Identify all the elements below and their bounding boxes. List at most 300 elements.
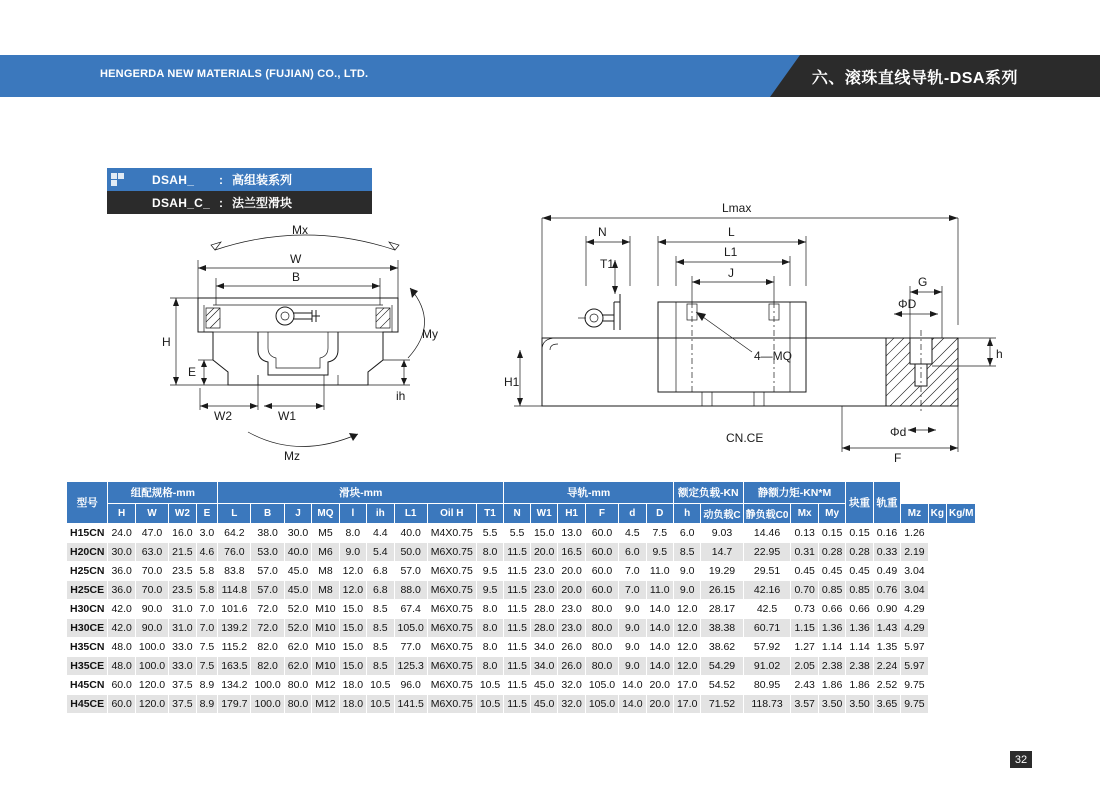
- cell-model: H45CE: [67, 695, 108, 714]
- table-cell: 7.0: [196, 619, 218, 638]
- table-row: [67, 562, 976, 581]
- table-cell: 23.0: [558, 619, 585, 638]
- table-cell: 53.0: [251, 543, 284, 562]
- table-cell: 2.05: [791, 657, 818, 676]
- th-N: N: [504, 504, 531, 524]
- table-cell: 15.0: [339, 619, 366, 638]
- th-group-block: 滑块-mm: [218, 482, 504, 504]
- table-cell: 10.5: [476, 676, 503, 695]
- table-cell: 0.76: [873, 581, 900, 600]
- table-cell: M6X0.75: [427, 581, 476, 600]
- table-cell: 31.0: [169, 619, 196, 638]
- table-cell: 26.0: [558, 657, 585, 676]
- svg-text:W: W: [290, 252, 302, 266]
- svg-text:ih: ih: [396, 389, 406, 403]
- table-cell: 20.0: [558, 581, 585, 600]
- table-cell: 8.5: [673, 543, 700, 562]
- table-cell: 80.95: [743, 676, 791, 695]
- table-cell: 12.0: [673, 600, 700, 619]
- table-cell: 71.52: [701, 695, 743, 714]
- legend: [107, 168, 372, 214]
- table-cell: 60.71: [743, 619, 791, 638]
- table-cell: 57.0: [394, 562, 427, 581]
- table-cell: 8.0: [476, 638, 503, 657]
- table-cell: 5.5: [476, 524, 503, 543]
- table-cell: 90.0: [135, 619, 168, 638]
- table-cell: 0.45: [846, 562, 873, 581]
- th-W1: W1: [530, 504, 557, 524]
- table-cell: 45.0: [284, 581, 311, 600]
- table-cell: M6X0.75: [427, 676, 476, 695]
- th-MQ: MQ: [312, 504, 339, 524]
- table-cell: 10.5: [476, 695, 503, 714]
- table-cell: 11.5: [504, 600, 531, 619]
- table-cell: M6: [312, 543, 339, 562]
- table-cell: 14.0: [619, 695, 646, 714]
- table-cell: 9.0: [339, 543, 366, 562]
- table-cell: 14.46: [743, 524, 791, 543]
- table-cell: 29.51: [743, 562, 791, 581]
- table-cell: 1.14: [846, 638, 873, 657]
- table-cell: 7.5: [646, 524, 673, 543]
- th-l: l: [339, 504, 366, 524]
- table-cell: 32.0: [558, 676, 585, 695]
- table-cell: 134.2: [218, 676, 251, 695]
- table-cell: 1.36: [818, 619, 845, 638]
- table-cell: 15.0: [530, 524, 557, 543]
- table-cell: 80.0: [585, 600, 618, 619]
- cell-model: H15CN: [67, 524, 108, 543]
- table-group-header-row: [67, 482, 976, 504]
- svg-text:F: F: [894, 451, 902, 465]
- table-cell: M4X0.75: [427, 524, 476, 543]
- th-d: d: [619, 504, 646, 524]
- table-cell: 9.0: [619, 600, 646, 619]
- table-cell: 100.0: [135, 638, 168, 657]
- table-cell: 33.0: [169, 638, 196, 657]
- table-cell: 1.15: [791, 619, 818, 638]
- table-row: [67, 619, 976, 638]
- table-cell: 23.5: [169, 562, 196, 581]
- table-row: [67, 638, 976, 657]
- table-cell: 9.0: [619, 638, 646, 657]
- table-cell: 28.0: [530, 619, 557, 638]
- cell-model: H35CE: [67, 657, 108, 676]
- table-row: [67, 600, 976, 619]
- table-cell: 28.0: [530, 600, 557, 619]
- legend-desc-0: 高组装系列: [232, 173, 293, 187]
- table-cell: 5.97: [901, 638, 928, 657]
- table-cell: M6X0.75: [427, 638, 476, 657]
- table-cell: 0.70: [791, 581, 818, 600]
- table-cell: 11.5: [504, 562, 531, 581]
- table-cell: 11.5: [504, 676, 531, 695]
- table-cell: 48.0: [108, 657, 135, 676]
- table-cell: 24.0: [108, 524, 135, 543]
- table-cell: 20.0: [530, 543, 557, 562]
- legend-desc-1: 法兰型滑块: [232, 196, 293, 210]
- table-cell: 0.16: [873, 524, 900, 543]
- th-D: D: [646, 504, 673, 524]
- table-cell: 17.0: [673, 695, 700, 714]
- table-cell: 57.0: [251, 581, 284, 600]
- svg-text:4—MQ: 4—MQ: [754, 349, 793, 363]
- table-cell: 3.50: [818, 695, 845, 714]
- svg-text:H: H: [162, 335, 171, 349]
- table-cell: 90.0: [135, 600, 168, 619]
- table-cell: 6.0: [673, 524, 700, 543]
- legend-code-1: DSAH_C_: [152, 195, 211, 210]
- table-cell: 64.2: [218, 524, 251, 543]
- svg-text:Lmax: Lmax: [722, 201, 752, 215]
- table-cell: 0.15: [846, 524, 873, 543]
- table-cell: 37.5: [169, 676, 196, 695]
- th-L1: L1: [394, 504, 427, 524]
- table-cell: 8.5: [367, 619, 394, 638]
- table-cell: 82.0: [251, 657, 284, 676]
- table-cell: 45.0: [530, 695, 557, 714]
- table-cell: 16.5: [558, 543, 585, 562]
- table-cell: 14.0: [646, 638, 673, 657]
- th-J: J: [284, 504, 311, 524]
- table-cell: 15.0: [339, 638, 366, 657]
- table-cell: 163.5: [218, 657, 251, 676]
- table-cell: 23.0: [558, 600, 585, 619]
- table-cell: 8.5: [367, 638, 394, 657]
- table-cell: 0.85: [846, 581, 873, 600]
- table-cell: 1.35: [873, 638, 900, 657]
- table-cell: M12: [312, 695, 339, 714]
- table-cell: 57.92: [743, 638, 791, 657]
- table-cell: 5.4: [367, 543, 394, 562]
- table-cell: 9.75: [901, 676, 928, 695]
- th-dynamic-load: 动负载C: [701, 504, 743, 524]
- table-cell: 21.5: [169, 543, 196, 562]
- table-cell: M8: [312, 581, 339, 600]
- table-cell: 15.0: [339, 600, 366, 619]
- table-cell: M10: [312, 600, 339, 619]
- table-cell: 8.0: [476, 657, 503, 676]
- th-static-load: 静负载C0: [743, 504, 791, 524]
- table-cell: 62.0: [284, 638, 311, 657]
- table-cell: 40.0: [394, 524, 427, 543]
- table-cell: 34.0: [530, 638, 557, 657]
- table-cell: 60.0: [108, 695, 135, 714]
- table-cell: 7.0: [619, 562, 646, 581]
- page-header: [0, 55, 1100, 97]
- table-cell: 10.5: [367, 695, 394, 714]
- table-cell: 9.0: [619, 657, 646, 676]
- table-cell: 11.0: [646, 581, 673, 600]
- table-cell: 8.5: [367, 600, 394, 619]
- table-cell: 3.04: [901, 581, 928, 600]
- spec-table: [66, 481, 976, 714]
- table-cell: 48.0: [108, 638, 135, 657]
- table-cell: 0.85: [818, 581, 845, 600]
- table-cell: 12.0: [339, 562, 366, 581]
- table-cell: 52.0: [284, 600, 311, 619]
- table-cell: 14.7: [701, 543, 743, 562]
- table-cell: 33.0: [169, 657, 196, 676]
- legend-colon-1: :: [219, 195, 223, 210]
- table-cell: 12.0: [673, 619, 700, 638]
- svg-text:W2: W2: [214, 409, 232, 423]
- th-H: H: [108, 504, 135, 524]
- th-group-assembly: 组配规格-mm: [108, 482, 218, 504]
- table-cell: 38.62: [701, 638, 743, 657]
- table-cell: 0.73: [791, 600, 818, 619]
- legend-marker-icon: [107, 168, 129, 191]
- table-cell: 2.19: [901, 543, 928, 562]
- table-cell: 5.97: [901, 657, 928, 676]
- legend-colon-0: :: [219, 172, 223, 187]
- table-cell: 10.5: [367, 676, 394, 695]
- table-cell: 37.5: [169, 695, 196, 714]
- table-cell: 6.8: [367, 581, 394, 600]
- table-row: [67, 695, 976, 714]
- table-cell: 88.0: [394, 581, 427, 600]
- table-cell: 40.0: [284, 543, 311, 562]
- table-cell: 7.5: [196, 657, 218, 676]
- table-cell: 12.0: [339, 581, 366, 600]
- table-cell: 26.15: [701, 581, 743, 600]
- cell-model: H25CE: [67, 581, 108, 600]
- table-cell: 12.0: [673, 638, 700, 657]
- table-cell: 0.45: [818, 562, 845, 581]
- table-cell: 6.8: [367, 562, 394, 581]
- table-cell: 9.0: [619, 619, 646, 638]
- table-cell: 50.0: [394, 543, 427, 562]
- table-cell: 125.3: [394, 657, 427, 676]
- table-cell: 4.6: [196, 543, 218, 562]
- table-cell: 23.5: [169, 581, 196, 600]
- table-cell: 105.0: [394, 619, 427, 638]
- th-F: F: [585, 504, 618, 524]
- th-H1: H1: [558, 504, 585, 524]
- table-cell: 80.0: [585, 619, 618, 638]
- table-cell: 45.0: [530, 676, 557, 695]
- table-cell: 100.0: [251, 676, 284, 695]
- table-cell: 105.0: [585, 695, 618, 714]
- table-cell: 26.0: [558, 638, 585, 657]
- table-cell: 14.0: [646, 600, 673, 619]
- table-cell: 14.0: [646, 619, 673, 638]
- legend-item-dsah: [107, 168, 372, 191]
- table-cell: 1.14: [818, 638, 845, 657]
- table-cell: 101.6: [218, 600, 251, 619]
- th-kgm: Kg/M: [946, 504, 975, 524]
- table-cell: 11.5: [504, 657, 531, 676]
- table-cell: 63.0: [135, 543, 168, 562]
- table-cell: 5.5: [504, 524, 531, 543]
- svg-text:Mz: Mz: [284, 449, 300, 463]
- table-cell: M10: [312, 619, 339, 638]
- table-cell: 4.4: [367, 524, 394, 543]
- table-cell: 30.0: [284, 524, 311, 543]
- svg-text:J: J: [728, 266, 734, 280]
- table-cell: 0.15: [818, 524, 845, 543]
- table-cell: 38.38: [701, 619, 743, 638]
- table-cell: 9.5: [476, 581, 503, 600]
- svg-text:T1: T1: [600, 257, 615, 271]
- svg-text:h: h: [996, 347, 1003, 361]
- table-cell: 15.0: [339, 657, 366, 676]
- table-cell: 9.03: [701, 524, 743, 543]
- table-cell: 2.38: [846, 657, 873, 676]
- table-cell: 1.86: [846, 676, 873, 695]
- table-head: [67, 482, 976, 524]
- table-cell: 4.5: [619, 524, 646, 543]
- table-cell: 60.0: [585, 562, 618, 581]
- table-cell: 60.0: [585, 543, 618, 562]
- table-cell: 3.50: [846, 695, 873, 714]
- table-cell: 7.5: [196, 638, 218, 657]
- table-cell: 20.0: [646, 695, 673, 714]
- th-ih: ih: [367, 504, 394, 524]
- table-cell: M6X0.75: [427, 619, 476, 638]
- table-body: [67, 524, 976, 714]
- table-cell: M6X0.75: [427, 562, 476, 581]
- table-cell: M8: [312, 562, 339, 581]
- table-cell: 9.5: [476, 562, 503, 581]
- table-cell: 0.66: [818, 600, 845, 619]
- table-cell: 36.0: [108, 581, 135, 600]
- table-cell: 31.0: [169, 600, 196, 619]
- table-cell: 22.95: [743, 543, 791, 562]
- table-cell: 20.0: [646, 676, 673, 695]
- table-cell: 9.0: [673, 562, 700, 581]
- th-W2: W2: [169, 504, 196, 524]
- table-cell: 80.0: [284, 676, 311, 695]
- table-cell: 13.0: [558, 524, 585, 543]
- th-group-block-weight: 块重: [846, 482, 873, 524]
- table-cell: 114.8: [218, 581, 251, 600]
- svg-text:G: G: [918, 275, 928, 289]
- company-name: HENGERDA NEW MATERIALS (FUJIAN) CO., LTD.: [100, 68, 369, 80]
- table-cell: 54.52: [701, 676, 743, 695]
- table-cell: 12.0: [673, 657, 700, 676]
- table-cell: 1.36: [846, 619, 873, 638]
- table-cell: 72.0: [251, 600, 284, 619]
- table-cell: 32.0: [558, 695, 585, 714]
- table-cell: 2.38: [818, 657, 845, 676]
- table-cell: 80.0: [585, 657, 618, 676]
- table-cell: 0.66: [846, 600, 873, 619]
- table-cell: M6X0.75: [427, 657, 476, 676]
- table-cell: M6X0.75: [427, 600, 476, 619]
- table-cell: 8.0: [476, 600, 503, 619]
- table-cell: 45.0: [284, 562, 311, 581]
- cell-model: H45CN: [67, 676, 108, 695]
- table-cell: 0.90: [873, 600, 900, 619]
- table-cell: 8.0: [339, 524, 366, 543]
- table-cell: 18.0: [339, 676, 366, 695]
- table-cell: 19.29: [701, 562, 743, 581]
- svg-text:H1: H1: [504, 375, 520, 389]
- table-cell: 100.0: [135, 657, 168, 676]
- table-cell: 47.0: [135, 524, 168, 543]
- table-cell: 5.8: [196, 581, 218, 600]
- th-group-rail: 导轨-mm: [504, 482, 674, 504]
- table-cell: 76.0: [218, 543, 251, 562]
- side-view-drawing: [490, 190, 1070, 470]
- table-cell: 34.0: [530, 657, 557, 676]
- table-cell: 20.0: [558, 562, 585, 581]
- table-cell: 6.0: [619, 543, 646, 562]
- table-cell: 1.26: [901, 524, 928, 543]
- th-oilH: Oil H: [427, 504, 476, 524]
- table-cell: 3.0: [196, 524, 218, 543]
- th-kg: Kg: [928, 504, 946, 524]
- table-cell: 96.0: [394, 676, 427, 695]
- th-L: L: [218, 504, 251, 524]
- page-number: 32: [1010, 751, 1032, 768]
- table-cell: 91.02: [743, 657, 791, 676]
- th-group-rated-load: 额定负载-KN: [673, 482, 743, 504]
- table-sub-header-row: [67, 504, 976, 524]
- table-cell: 1.43: [873, 619, 900, 638]
- table-cell: 18.0: [339, 695, 366, 714]
- legend-code-0: DSAH_: [152, 172, 195, 187]
- th-E: E: [196, 504, 218, 524]
- table-cell: 8.9: [196, 676, 218, 695]
- table-cell: 52.0: [284, 619, 311, 638]
- th-My: My: [818, 504, 845, 524]
- table-cell: 57.0: [251, 562, 284, 581]
- table-cell: 17.0: [673, 676, 700, 695]
- table-cell: 14.0: [646, 657, 673, 676]
- table-cell: 60.0: [108, 676, 135, 695]
- svg-text:L: L: [728, 225, 735, 239]
- cell-model: H25CN: [67, 562, 108, 581]
- table-cell: 9.5: [646, 543, 673, 562]
- table-cell: 1.27: [791, 638, 818, 657]
- table-cell: 42.0: [108, 600, 135, 619]
- table-row: [67, 543, 976, 562]
- table-cell: 0.33: [873, 543, 900, 562]
- table-cell: 4.29: [901, 600, 928, 619]
- table-cell: 11.5: [504, 543, 531, 562]
- table-cell: 139.2: [218, 619, 251, 638]
- table-cell: 11.5: [504, 695, 531, 714]
- table-cell: 23.0: [530, 581, 557, 600]
- table-cell: 83.8: [218, 562, 251, 581]
- table-cell: 42.5: [743, 600, 791, 619]
- cell-model: H30CE: [67, 619, 108, 638]
- table-cell: M6X0.75: [427, 695, 476, 714]
- table-cell: 2.24: [873, 657, 900, 676]
- table-cell: 60.0: [585, 524, 618, 543]
- table-cell: M6X0.75: [427, 543, 476, 562]
- table-cell: 42.0: [108, 619, 135, 638]
- table-cell: 62.0: [284, 657, 311, 676]
- table-cell: 60.0: [585, 581, 618, 600]
- table-cell: 72.0: [251, 619, 284, 638]
- table-cell: 120.0: [135, 676, 168, 695]
- table-cell: 0.31: [791, 543, 818, 562]
- table-cell: 0.13: [791, 524, 818, 543]
- th-group-static-moment: 静额力矩-KN*M: [743, 482, 846, 504]
- th-Mz: Mz: [901, 504, 928, 524]
- table-cell: 3.04: [901, 562, 928, 581]
- table-cell: 179.7: [218, 695, 251, 714]
- svg-text:L1: L1: [724, 245, 738, 259]
- svg-text:W1: W1: [278, 409, 296, 423]
- table-cell: 1.86: [818, 676, 845, 695]
- label-mx: Mx: [292, 223, 308, 237]
- table-cell: 0.28: [818, 543, 845, 562]
- th-group-model: 型号: [67, 482, 108, 524]
